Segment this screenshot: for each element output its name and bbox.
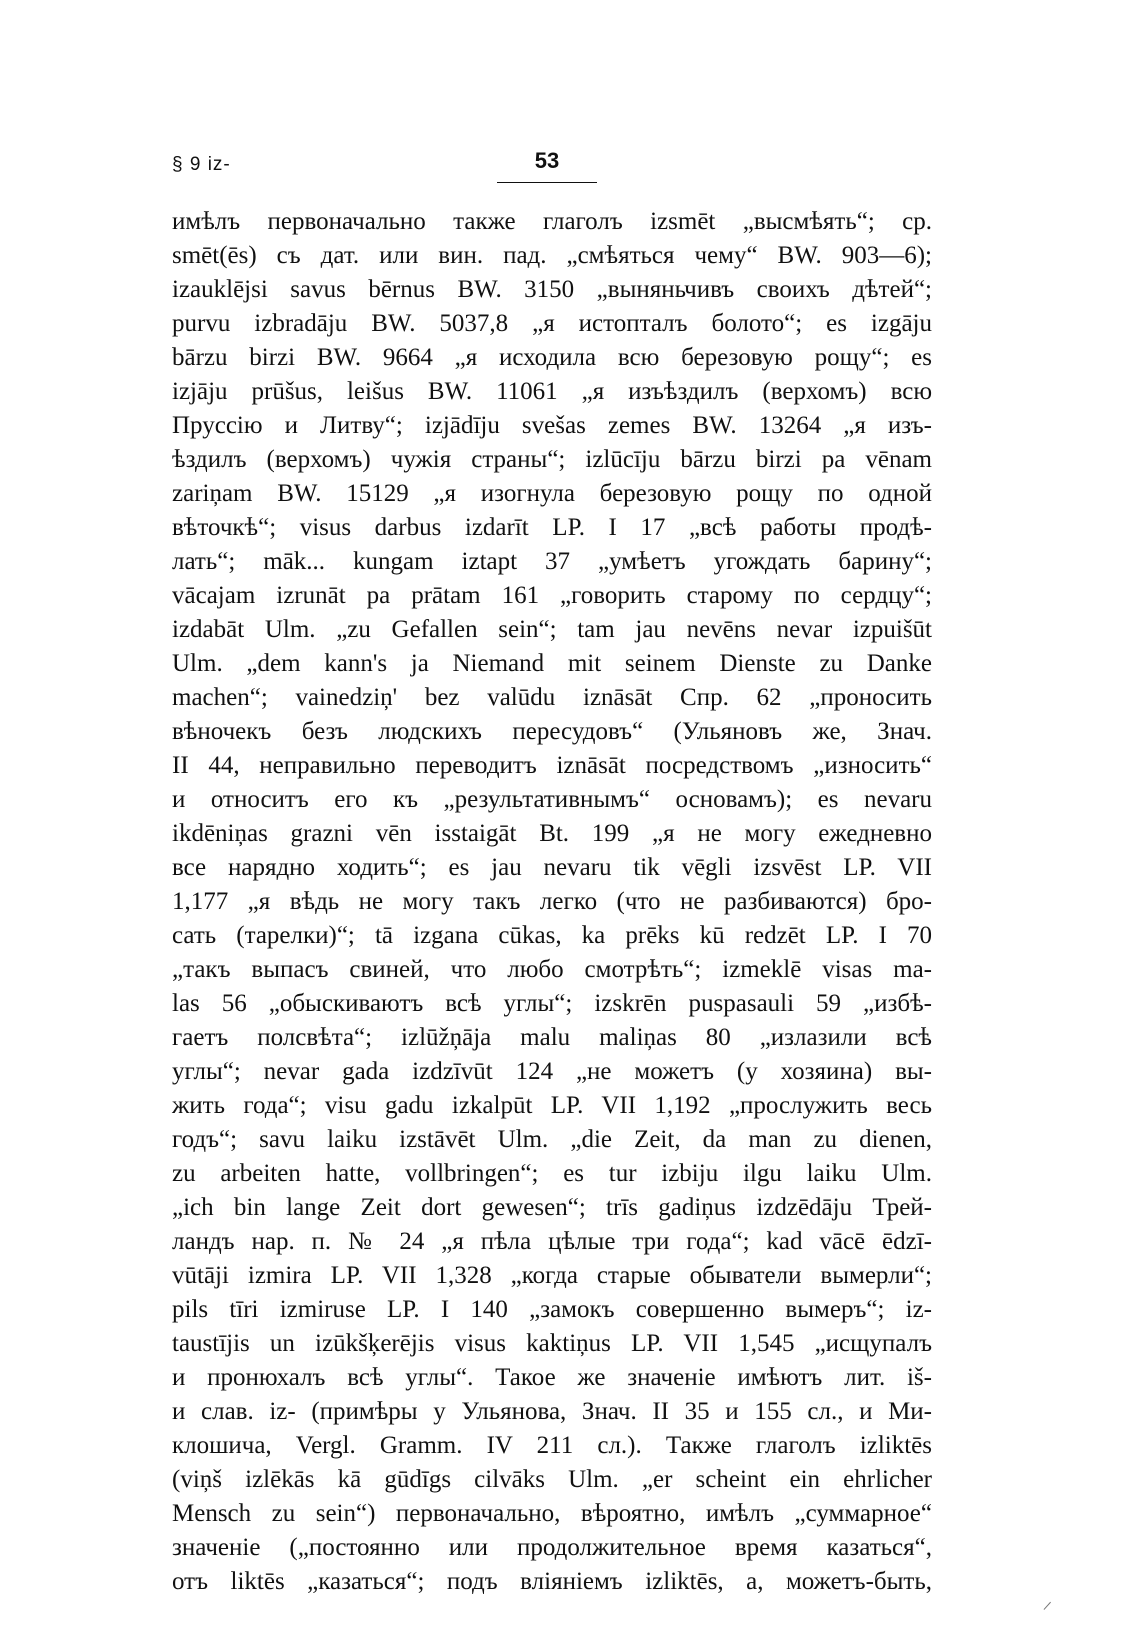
text-line: bārzu birzi BW. 9664 „я исходила всю березовую рощу“; es [172,344,932,371]
pencil-mark [1044,1602,1053,1611]
text-line: имѣлъ первоначально также глаголъ izsmēt „высмѣять“; ср. [172,208,932,235]
text-line: (viņš izlēkās kā gūdīgs cilvāks Ulm. „er scheint ein ehrlicher [172,1466,932,1493]
text-line: лать“; māk... kungam iztapt 37 „умѣетъ угождать барину“; [172,548,932,575]
text-line: izjāju prūšus, leišus BW. 11061 „я изъѣздилъ (верхомъ) всю [172,378,932,405]
text-line: ѣздилъ (верхомъ) чужія страны“; izlūcīju bārzu birzi pa vēnam [172,446,932,473]
text-line: ландъ нар. п. № 24 „я пѣла цѣлые три года“; kad vācē ēdzī- [172,1228,932,1255]
text-line: las 56 „обыскиваютъ всѣ углы“; izskrēn puspasauli 59 „избѣ- [172,990,932,1017]
text-line: все нарядно ходить“; es jau nevaru tik vēgli izsvēst LP. VII [172,854,932,881]
text-line: вѣночекъ безъ людскихъ пересудовъ“ (Ульяновъ же, Знач. [172,718,932,745]
text-line: vācajam izrunāt pa prātam 161 „говорить старому по сердцу“; [172,582,932,609]
text-line: отъ liktēs „казаться“; подъ вліяніемъ izliktēs, а, можетъ-быть, [172,1568,932,1595]
text-line: ikdēniņas grazni vēn isstaigāt Bt. 199 „я не могу ежедневно [172,820,932,847]
text-line: vūtāji izmira LP. VII 1,328 „когда старые обыватели вымерли“; [172,1262,932,1289]
text-line: и слав. iz- (примѣры у Ульянова, Знач. II 35 и 155 сл., и Ми- [172,1398,932,1425]
text-line: „ich bin lange Zeit dort gewesen“; trīs gadiņus izdzēdāju Трей- [172,1194,932,1221]
text-line: machen“; vainedziņ' bez valūdu iznāsāt Спр. 62 „проносить [172,684,932,711]
page-number: 53 [534,148,560,173]
text-line: taustījis un izūkšķerējis visus kaktiņus LP. VII 1,545 „исщупалъ [172,1330,932,1357]
text-line: и пронюхалъ всѣ углы“. Такое же значеніе имѣютъ лит. iš- [172,1364,932,1391]
text-line: сать (тарелки)“; tā izgana cūkas, ka prēks kū redzēt LP. I 70 [172,922,932,949]
text-line: жить года“; visu gadu izkalpūt LP. VII 1,192 „прослужить весь [172,1092,932,1119]
text-line: zu arbeiten hatte, vollbringen“; es tur izbiju ilgu laiku Ulm. [172,1160,932,1187]
text-line: purvu izbradāju BW. 5037,8 „я истопталъ болото“; es izgāju [172,310,932,337]
text-line: вѣточкѣ“; visus darbus izdarīt LP. I 17 „всѣ работы продѣ- [172,514,932,541]
text-line: и относитъ его къ „результативнымъ“ основамъ); es nevaru [172,786,932,813]
text-line: Mensch zu sein“) первоначально, вѣроятно, имѣлъ „суммарное“ [172,1500,932,1527]
text-line: Пруссію и Литву“; izjādīju svešas zemes BW. 13264 „я изъ- [172,412,932,439]
text-line: izdabāt Ulm. „zu Gefallen sein“; tam jau nevēns nevar izpuišūt [172,616,932,643]
text-line: izauklējsi savus bērnus BW. 3150 „выняньчивъ своихъ дѣтей“; [172,276,932,303]
text-line: значеніе („постоянно или продолжительное время казаться“, [172,1534,932,1561]
text-line: углы“; nevar gada izdzīvūt 124 „не можетъ (у хозяина) вы- [172,1058,932,1085]
body-text [172,205,932,1599]
running-head [172,148,932,188]
text-line: клошича, Vergl. Gramm. IV 211 сл.). Также глаголъ izliktēs [172,1432,932,1459]
text-line: „такъ выпасъ свиней, что любо смотрѣть“; izmeklē visas ma- [172,956,932,983]
text-line: pils tīri izmiruse LP. I 140 „замокъ совершенно вымеръ“; iz- [172,1296,932,1323]
text-line: smēt(ēs) съ дат. или вин. пад. „смѣяться чему“ BW. 903—6); [172,242,932,269]
text-line: zariņam BW. 15129 „я изогнула березовую рощу по одной [172,480,932,507]
section-reference: § 9 iz- [172,154,231,175]
text-line: годъ“; savu laiku izstāvēt Ulm. „die Zeit, da man zu dienen, [172,1126,932,1153]
text-line: гаетъ полсвѣта“; izlūžņāja malu maliņas 80 „излазили всѣ [172,1024,932,1051]
text-line: 1,177 „я вѣдь не могу такъ легко (что не разбиваются) бро- [172,888,932,915]
text-line: Ulm. „dem kann's ja Niemand mit seinem Dienste zu Danke [172,650,932,677]
text-line: II 44, неправильно переводитъ iznāsāt посредствомъ „износить“ [172,752,932,779]
page-number-rule [497,182,597,183]
